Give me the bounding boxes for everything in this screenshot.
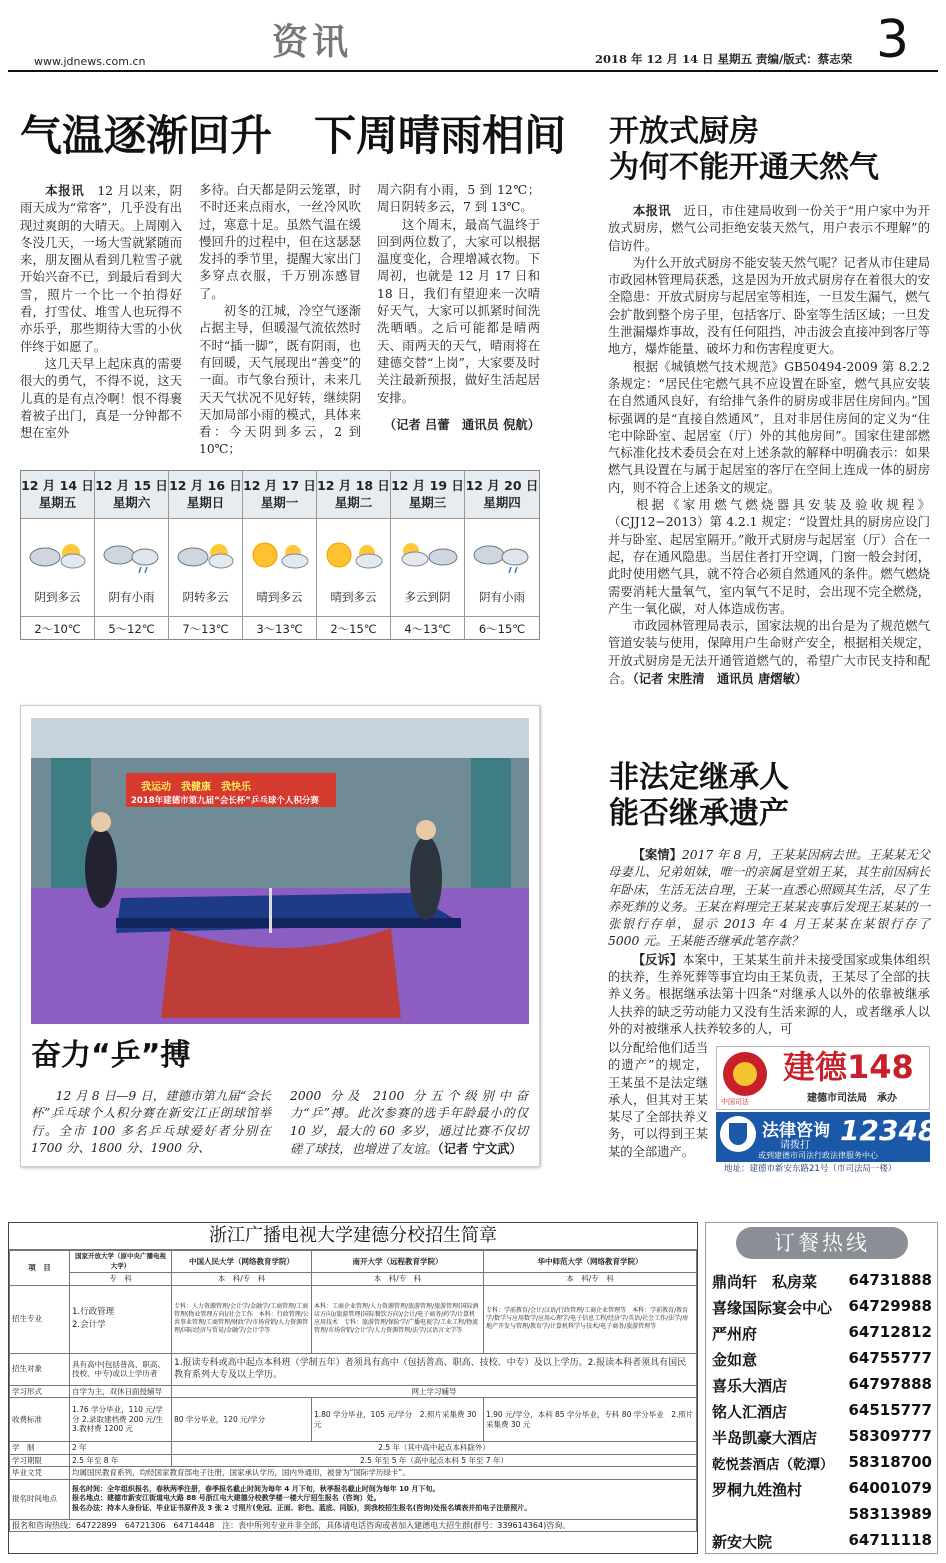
weather-col-1: [20, 182, 182, 442]
time-3: 报名办法：持本人身份证、毕业证书原件及 3 张 2 寸照片(免冠、正面、彩色、蓝底、同版)，到我校招生报名(咨询)处报名填表并拍电子注册照片。: [72, 1503, 532, 1512]
weather-col-2: [199, 182, 361, 459]
forecast-weekday: 星期二: [334, 495, 373, 510]
forecast-desc: 晴到多云: [317, 589, 390, 617]
forecast-desc: 阴有小雨: [95, 589, 168, 617]
restaurant-tel: 64712812: [848, 1323, 932, 1341]
ad-12348-sub: 请拨打: [780, 1140, 810, 1151]
weather-text-1b: 这几天早上起床真的需要很大的勇气，不得不说，这天儿真的是有点冷啊！恨不得裹着被子出门，真是一分钟都不想在室外: [20, 356, 182, 441]
forecast-day: [95, 471, 169, 639]
restaurant-name: 乾悦荟酒店（乾潭）: [712, 1457, 834, 1473]
lvl-nku: 本 科/专 科: [312, 1273, 484, 1286]
ad-148-org: 建德市司法局 承办: [807, 1093, 897, 1104]
weather-text-2b: 初冬的江城，冷空气逐渐占据主导，但暖湿气流依然时不时“插一脚”，既有阴雨，也有回暖，天气展现出“善变”的一面。市气象台预计，未来几天天气状况不见好转，继续阴天加局部小雨的模式，具体来看：今天阴到多云，2 到 10℃；: [199, 304, 361, 457]
enrollment-ad: [8, 1222, 698, 1554]
forecast-temp: 7～13℃: [182, 622, 229, 636]
inherit-analysis-cont: 以分配给他们适当的遗产”的规定，王某虽不是法定继承人，但其对王某某尽了全部扶养义务，可以得到王某某的全部遗产。: [608, 1041, 708, 1159]
analysis-tag: 【反诉】: [632, 951, 683, 967]
restaurant-tel: 58309777: [848, 1427, 932, 1445]
fee-nku: 1.80 学分毕业，105 元/学分 2.照片采集费 30 元: [312, 1398, 484, 1442]
forecast-desc: 阴到多云: [21, 589, 94, 617]
section-title: 资讯: [272, 22, 353, 63]
r-len: 学 制: [10, 1442, 70, 1455]
kitchen-headline-2: 为何不能开通天然气: [609, 150, 879, 185]
r-period: 学习期限: [10, 1454, 70, 1467]
forecast-date: 12 月 15 日: [95, 478, 168, 493]
inherit-body: [608, 846, 930, 1038]
restaurant-tel: 58318700: [848, 1453, 932, 1471]
forecast-temp: 2～15℃: [330, 622, 377, 636]
forecast-date: 12 月 19 日: [391, 478, 464, 493]
h-ruc: 中国人民大学（网络教育学院）: [172, 1251, 312, 1273]
restaurant-name: 金如意: [712, 1351, 758, 1369]
inherit-headline-1: 非法定继承人: [609, 760, 789, 795]
kitchen-p5: 市政园林管理局表示，国家法规的出台是为了规范燃气管道安装与使用，保障用户生命财产安全，根据相关规定，开放式厨房是无法开通管道燃气的，希望广大市民支持和配合。: [608, 619, 930, 687]
h-ccnu: 华中师范大学（网络教育学院）: [484, 1251, 697, 1273]
time-info: [70, 1479, 697, 1519]
inherit-headline-2: 能否继承遗产: [609, 796, 789, 831]
header-rule: [8, 70, 938, 72]
weather-byline: （记者 吕蕾 通讯员 倪航）: [383, 416, 540, 432]
weather-headline: 气温逐渐回升 下周晴雨相间: [20, 111, 567, 160]
pingpong-text-1: 12 月 8 日—9 日，建德市第九届“会长杯”乒乓球个人积分赛在新安江正朗球馆举行。全市 100 多名乒乓球爱好者分别在 1700 分、1800 分、1900 分、: [31, 1089, 271, 1155]
lvl-ruc: 本 科/专 科: [172, 1273, 312, 1286]
kitchen-body: [608, 202, 930, 688]
major-nat: 1.行政管理 2.会计学: [70, 1285, 172, 1353]
forecast-temp: 3～13℃: [256, 622, 303, 636]
forecast-date: 12 月 20 日: [465, 478, 539, 493]
enroll-table: [9, 1250, 697, 1532]
ad-12348-number: 12348: [840, 1114, 938, 1147]
restaurant-name: 鼎尚轩 私房菜: [712, 1273, 818, 1291]
major-nku: 本科：工商企业管理/人力资源管理/旅游管理/旅游管理(国际酒店方向)/旅游管理(国际餐饮方向)/会计/电子商务/药学/计算机应用技术 专科：旅游管理/保险学/广播电视学/工业工程/物流管理/市场营销/会计学/人力资源管理/法学/汉语言文学等: [312, 1285, 484, 1353]
dining-hotline: [705, 1222, 938, 1554]
r-obj: 招生对象: [10, 1353, 70, 1385]
forecast-temp: 2～10℃: [34, 622, 81, 636]
restaurant-tel: 64755777: [848, 1349, 932, 1367]
sunny-to-cloudy-icon: [317, 519, 390, 589]
restaurant-name: 严州府: [712, 1325, 758, 1343]
time-1: 报名时间：全年组织报名，春秋两季注册，春季报名截止时间为每年 4 月下旬，秋季报名截止时间为每年 10 月下旬。: [72, 1484, 440, 1493]
shield-icon: [720, 1116, 756, 1152]
kitchen-p3: 根据《城镇燃气技术规范》GB50494-2009 第 8.2.2 条规定：“居民住宅燃气具不应设置在卧室，燃气具应安装在自然通风良好，有给排气条件的厨房或非居住房间内。”国标强调的是“直接自然通风”，且对非居住房间的定义为“住宅中除卧室、起居室（厅）外的其他房间”。国家住建部燃气标准化技术委员会在对上述条款的解释中明确表示：如果燃气具设置在与属于起居室的客厅在空间上连成一体的厨房内，则不符合上述条文的规定。: [608, 359, 930, 495]
lvl-nat: 专 科: [70, 1273, 172, 1286]
inherit-case: 2017 年 8 月，王某某因病去世。王某某无父母妻儿、兄弟姐妹，唯一的亲属是堂姐王某，其生前因病长年卧床，生活无法自理，王某一直悉心照顾其生活，尽了生养死葬的义务。王某在料理完王某某丧事后发现王某某的一张银行存单，显示 2013 年 4 月王某某在某银行存了 5000 元。王某能否继承此笔存款？: [608, 848, 930, 949]
cert: 均属国民教育系列，均经国家教育部电子注册，国家承认学历，国内外通用，被誉为“国际学历绿卡”。: [70, 1467, 697, 1480]
form-nat: 自学为主，双休日面授辅导: [70, 1385, 172, 1398]
pingpong-col-2: [290, 1088, 528, 1158]
forecast-date: 12 月 16 日: [169, 478, 242, 493]
forecast-day: [169, 471, 243, 639]
r-cert: 毕业文凭: [10, 1467, 70, 1480]
restaurant-tel: 64515777: [848, 1401, 932, 1419]
cloudy-rain-icon: [95, 519, 168, 589]
major-ruc: 专科：人力资源管理/会计学/金融学/工商管理/工商管理(物业管理方向)/社会工作 本科：行政管理/公共事业管理/工商管理/财政学/市场营销/人力资源管理/国际经济与贸易/金融学/会计学等: [172, 1285, 312, 1353]
len-nat: 2 年: [70, 1442, 172, 1455]
forecast-weekday: 星期一: [260, 495, 299, 510]
ad-12348-address: 地址：建德市新安东路21号（市司法局一楼）: [716, 1162, 930, 1176]
partly-cloudy-icon: [391, 519, 464, 589]
restaurant-name: 喜缘国际宴会中心: [712, 1299, 833, 1317]
kitchen-byline: （记者 宋胜清 通讯员 唐熠敏）: [632, 671, 808, 687]
fee-nat: 1.76 学分毕业，110 元/学分 2.录取建档费 200 元/生 3.教材费 1200 元: [70, 1398, 172, 1442]
forecast-desc: 阴有小雨: [465, 589, 539, 617]
h-nku: 南开大学（远程教育学院）: [312, 1251, 484, 1273]
time-2: 报名地点：建德市新安江街道电大路 88 号浙江电大建德分校教学楼一楼大厅招生报名（咨询）处。: [72, 1494, 381, 1503]
forecast-day: [243, 471, 317, 639]
kitchen-headline-1: 开放式厨房: [609, 114, 759, 149]
h-nat: 国家开放大学（原中央广播电视大学）: [70, 1251, 172, 1273]
date-info: 2018 年 12 月 14 日 星期五 责编/版式：蔡志荣: [595, 52, 853, 66]
kitchen-p4: 根据《家用燃气燃烧器具安装及验收规程》（CJJ12−2013）第 4.2.1 规定：“设置灶具的厨房应设门并与卧室、起居室隔开。”敞开式厨房与起居室（厅）合在一起，存在通风隐患。当居住者打开空调，门窗一般会封闭，此时使用燃气具，就不符合必须自然通风的条件。燃气燃烧需要消耗大量氧气，室内氧气不足时，会出现不完全燃烧，产生一氧化碳，对人体造成伤害。: [608, 498, 930, 616]
news-tag: 本报讯: [632, 203, 671, 218]
forecast-weekday: 星期日: [186, 495, 225, 510]
ad-148-title: 建德148: [783, 1048, 914, 1086]
emblem-label: 中国司法: [721, 1098, 749, 1106]
forecast-desc: 多云到阴: [391, 589, 464, 617]
page-number: 3: [876, 10, 910, 70]
forecast-weekday: 星期五: [38, 495, 77, 510]
cloudy-to-sunny-icon: [21, 519, 94, 589]
lvl-ccnu: 本 科/专 科: [484, 1273, 697, 1286]
forecast-day: [465, 471, 539, 639]
restaurant-tel: 64001079: [848, 1479, 932, 1497]
restaurant-tel: 64711118: [848, 1531, 932, 1549]
h-item: 项 目: [10, 1251, 70, 1286]
forecast-temp: 5～12℃: [108, 622, 155, 636]
law-148-ad: [716, 1046, 930, 1110]
justice-emblem-icon: [723, 1052, 767, 1096]
forecast-temp: 6～15℃: [478, 622, 526, 636]
weather-text-3: 周六阴有小雨，5 到 12℃；周日阴转多云，7 到 13℃。: [377, 183, 540, 215]
form-rest: 网上学习辅导: [172, 1385, 697, 1398]
weather-text-3b: 这个周末，最高气温终于回到两位数了，大家可以根据温度变化，合理增减衣物。下周初，也就是 12 月 17 日和 18 日，我们有望迎来一次晴好天气，大家可以抓紧时间洗洗晒晒。之后可能都是晴两天、雨两天的天气，晴雨将在建德交替“上岗”，大家要及时关注最新预报，做好生活起居安排。: [377, 217, 540, 405]
banner-event: 2018年建德市第九届“会长杯”乒乓球个人积分赛: [131, 796, 319, 806]
enroll-title: 浙江广播电视大学建德分校招生简章: [9, 1223, 697, 1250]
forecast-temp: 4～13℃: [404, 622, 451, 636]
cloudy-to-sunny-icon: [169, 519, 242, 589]
weather-text-1: 12 月以来，阴雨天成为“常客”，几乎没有出现过爽朗的大晴天。上周刚入冬没几天，一场大雪就紧随而来，朋友圈从看到几粒雪子就开始兴奋不已，到最后看到大雪，照片一个比一个拍得好看，打雪仗、堆雪人也玩得不亦乐乎，那些期待大雪的小伙伴终于如愿了。: [20, 184, 182, 354]
pingpong-text-2: 2000 分及 2100 分五个级别中奋力“乒”搏。此次参赛的选手年龄最小的仅 10 岁，最大的 60 多岁，通过比赛不仅切磋了球技，也增进了友谊。: [290, 1089, 528, 1156]
obj-rest: 1.报读专科或高中起点本科班（学制五年）者须具有高中（包括普高、职高、技校、中专）及以上学历。2.报读本科者须具有国民教育系列大专及以上学历。: [172, 1353, 697, 1385]
weather-text-2: 多待。白天都是阴云笼罩，时不时还来点雨水，一丝冷风吹过，寒意十足。虽然气温在缓慢回升的过程中，但在这瑟瑟发抖的季节里，提醒大家出门多穿点衣服，千万别冻感冒了。: [199, 183, 361, 301]
forecast-desc: 晴到多云: [243, 589, 316, 617]
len-rest: 2.5 年（其中高中起点本科除外）: [172, 1442, 697, 1455]
inherit-analysis: 本案中，王某某生前并未接受国家或集体组织的扶养，生养死葬等事宜均由王某负责，王某尽了全部的扶养义务。根据继承法第十四条“对继承人以外的依靠被继承人扶养的缺乏劳动能力又没有生活来源的人，或者继承人以外的对被继承人扶养较多的人，可: [608, 952, 930, 1036]
restaurant-tel: 64731888: [848, 1271, 932, 1289]
restaurant-tel: 58313989: [848, 1505, 932, 1523]
law-12348-ad: [716, 1112, 938, 1176]
forecast-date: 12 月 17 日: [243, 478, 316, 493]
kitchen-p1: 近日，市住建局收到一份关于“用户家中为开放式厨房，燃气公司拒绝安装天然气，用户表示不理解”的信访件。: [608, 204, 930, 253]
restaurant-name: 罗桐九姓渔村: [712, 1481, 803, 1499]
fee-ccnu: 1.90 元/学分，本科 85 学分毕业，专科 80 学分毕业 2.照片采集费 30 元: [484, 1398, 697, 1442]
r-major: 招生专业: [10, 1285, 70, 1353]
period-nat: 2.5 年至 8 年: [70, 1454, 172, 1467]
news-tag: 本报讯: [44, 183, 85, 198]
forecast-desc: 阴转多云: [169, 589, 242, 617]
ad-12348-note: 或到建德市司法行政法律服务中心: [758, 1151, 878, 1160]
pingpong-photo: [31, 718, 529, 1024]
period-rest: 2.5 年至 5 年（高中起点本科 5 年至 7 年）: [172, 1454, 697, 1467]
forecast-weekday: 星期四: [483, 495, 521, 510]
forecast-date: 12 月 14 日: [21, 478, 94, 493]
major-ccnu: 专科：学前教育/会计/汉语/行政管理/工商企业管理等 本科：学前教育/教育学/数学与应用数学/应用心理学/电子信息工程/经济学/英语/社会工作/法学/房地产开发与管理/教育学/计算机科学与技术/电子商务/旅游管理等: [484, 1285, 697, 1353]
ad-12348-title: 法律咨询: [762, 1121, 830, 1141]
kitchen-p2: 为什么开放式厨房不能安装天然气呢？记者从市住建局市政园林管理局获悉，这是因为开放式厨房存在着很大的安全隐患：开放式厨房与起居室等相连，一旦发生漏气，燃气会扩散到整个房子里，包括客厅、卧室等生活区域；一旦发生泄漏爆炸事故，没有任何阻挡，冲击波会直接冲到客厅等地方，爆炸能量、破坏力和伤害程度更大。: [608, 255, 930, 357]
banner-slogan: 我运动 我健康 我快乐: [141, 782, 251, 793]
restaurant-tel: 64729988: [848, 1297, 932, 1315]
pingpong-headline: 奋力“乒”搏: [31, 1038, 191, 1073]
site-url: www.jdnews.com.cn: [34, 55, 146, 68]
forecast-weekday: 星期三: [408, 495, 447, 510]
hotline-title: 订餐热线: [736, 1227, 908, 1259]
inherit-body-cont: [608, 1040, 708, 1161]
forecast-day: [391, 471, 465, 639]
cloudy-rain-icon: [465, 519, 539, 589]
pingpong-col-1: [31, 1088, 271, 1157]
restaurant-name: 喜乐大酒店: [712, 1377, 788, 1395]
fee-ruc: 80 学分毕业，120 元/学分: [172, 1398, 312, 1442]
r-time: 报名时间地点: [10, 1479, 70, 1519]
obj-nat: 具有高中(包括普高、职高、技校、中专)或以上学历者: [70, 1353, 172, 1385]
forecast-weekday: 星期六: [112, 495, 151, 510]
restaurant-tel: 64797888: [848, 1375, 932, 1393]
restaurant-name: 半岛凯豪大酒店: [712, 1429, 818, 1447]
restaurant-name: 新安大院: [712, 1533, 773, 1551]
case-tag: 【案情】: [632, 847, 682, 862]
sunny-to-cloudy-icon: [243, 519, 316, 589]
enroll-phone: 报名和咨询热线：64722899 64721306 64714448 注：表中所列专业并非全部，具体请电话咨询或者加入建德电大招生群(群号：339614364)咨询。: [10, 1519, 697, 1532]
forecast-day: [21, 471, 95, 639]
forecast-table: [20, 470, 540, 640]
pingpong-byline: （记者 宁文武）: [437, 1140, 522, 1156]
restaurant-name: 铭人汇酒店: [712, 1403, 788, 1421]
weather-col-3: [377, 182, 540, 433]
forecast-date: 12 月 18 日: [317, 478, 390, 493]
r-fee: 收费标准: [10, 1398, 70, 1442]
forecast-day: [317, 471, 391, 639]
r-form: 学习形式: [10, 1385, 70, 1398]
